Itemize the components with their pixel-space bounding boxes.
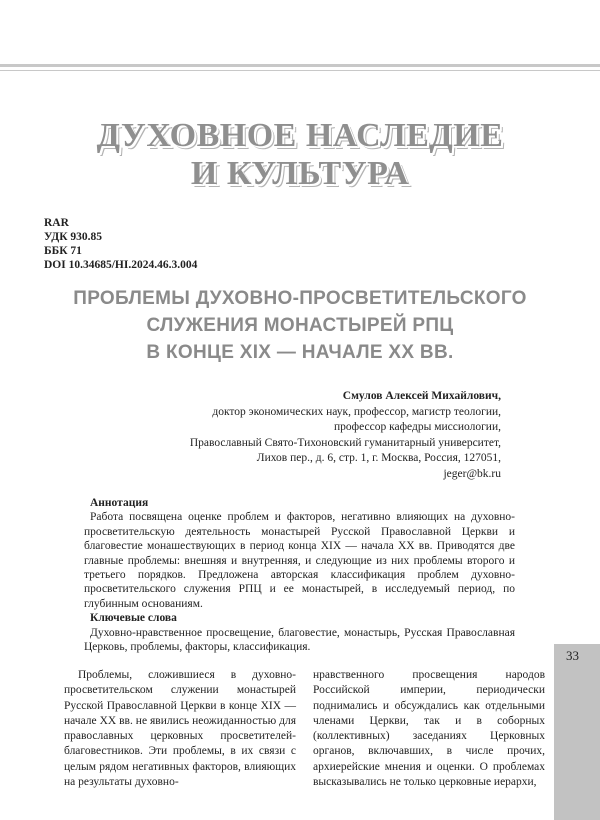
classification-meta — [44, 216, 197, 272]
author-email: jeger@bk.ru — [443, 467, 501, 480]
page-side-tab — [554, 644, 600, 820]
body-column-left — [64, 668, 296, 790]
section-title-line1: ДУХОВНОЕ НАСЛЕДИЕ — [96, 117, 504, 154]
bbk-code: ББК 71 — [44, 245, 82, 257]
author-block — [190, 389, 501, 482]
article-title — [0, 285, 600, 366]
doi-code: DOI 10.34685/HI.2024.46.3.004 — [44, 259, 198, 271]
body-paragraph-left: Проблемы, сложившиеся в духовно-просветительском служении монастырей Русской Православной Церкви в конце XIX — начале XX вв. не явились неожиданностью для православных церковных просветителей-благовестников. Эти проблемы, в их связи с целым рядом негативных факторов, влияющих на результаты духовно- — [64, 669, 296, 789]
section-title-line2: И КУЛЬТУРА — [190, 155, 410, 192]
top-rule — [0, 64, 600, 67]
udk-code: УДК 930.85 — [44, 231, 103, 243]
author-degree: доктор экономических наук, профессор, магистр теологии, — [212, 405, 501, 418]
article-title-line1: ПРОБЛЕМЫ ДУХОВНО-ПРОСВЕТИТЕЛЬСКОГО — [73, 288, 527, 309]
author-affiliation: Православный Свято-Тихоновский гуманитарный университет, — [189, 436, 501, 449]
keywords-heading: Ключевые слова — [90, 612, 177, 625]
author-address: Лихов пер., д. 6, стр. 1, г. Москва, Россия, 127051, — [256, 452, 501, 464]
top-rule-thin — [0, 70, 600, 71]
keywords-text: Духовно-нравственное просвещение, благовестие, монастырь, Русская Православная Церковь, проблемы, факторы, классификация. — [84, 626, 515, 654]
body-paragraph-right: нравственного просвещения народов Российской империи, периодически поднимались и обсуждались как отдельными членами Церкви, так и в соборных (коллективных) заседаниях Церковных органов, включавших, в числе прочих, архиерейские мнения и оценки. О проблемах высказывались не только церковные иерархи, — [313, 669, 545, 789]
page-number: 33 — [566, 648, 579, 663]
rar-label: RAR — [44, 217, 69, 229]
abstract-block — [84, 496, 515, 654]
abstract-heading: Аннотация — [90, 497, 149, 509]
author-name: Смулов Алексей Михайлович, — [342, 390, 501, 402]
author-position: профессор кафедры миссиологии, — [334, 421, 501, 433]
article-title-line3: В КОНЦЕ XIX — НАЧАЛЕ XX ВВ. — [146, 342, 454, 363]
article-title-line2: СЛУЖЕНИЯ МОНАСТЫРЕЙ РПЦ — [146, 315, 454, 336]
abstract-text: Работа посвящена оценке проблем и факторов, негативно влияющих на духовно-просветительскую деятельность монастырей Русской Православной Церкви и благовестие монашествующих в период конца XIX — начала XX вв. Приводятся две главные проблемы: внешняя и внутренняя, и следующие из них проблемы второго и третьего порядков. Предложена авторская классификация проблем духовно-просветительского служения РПЦ и ее монастырей, в исследуемый период, по глубинным основаниям. — [84, 511, 515, 610]
body-column-right — [313, 668, 545, 790]
